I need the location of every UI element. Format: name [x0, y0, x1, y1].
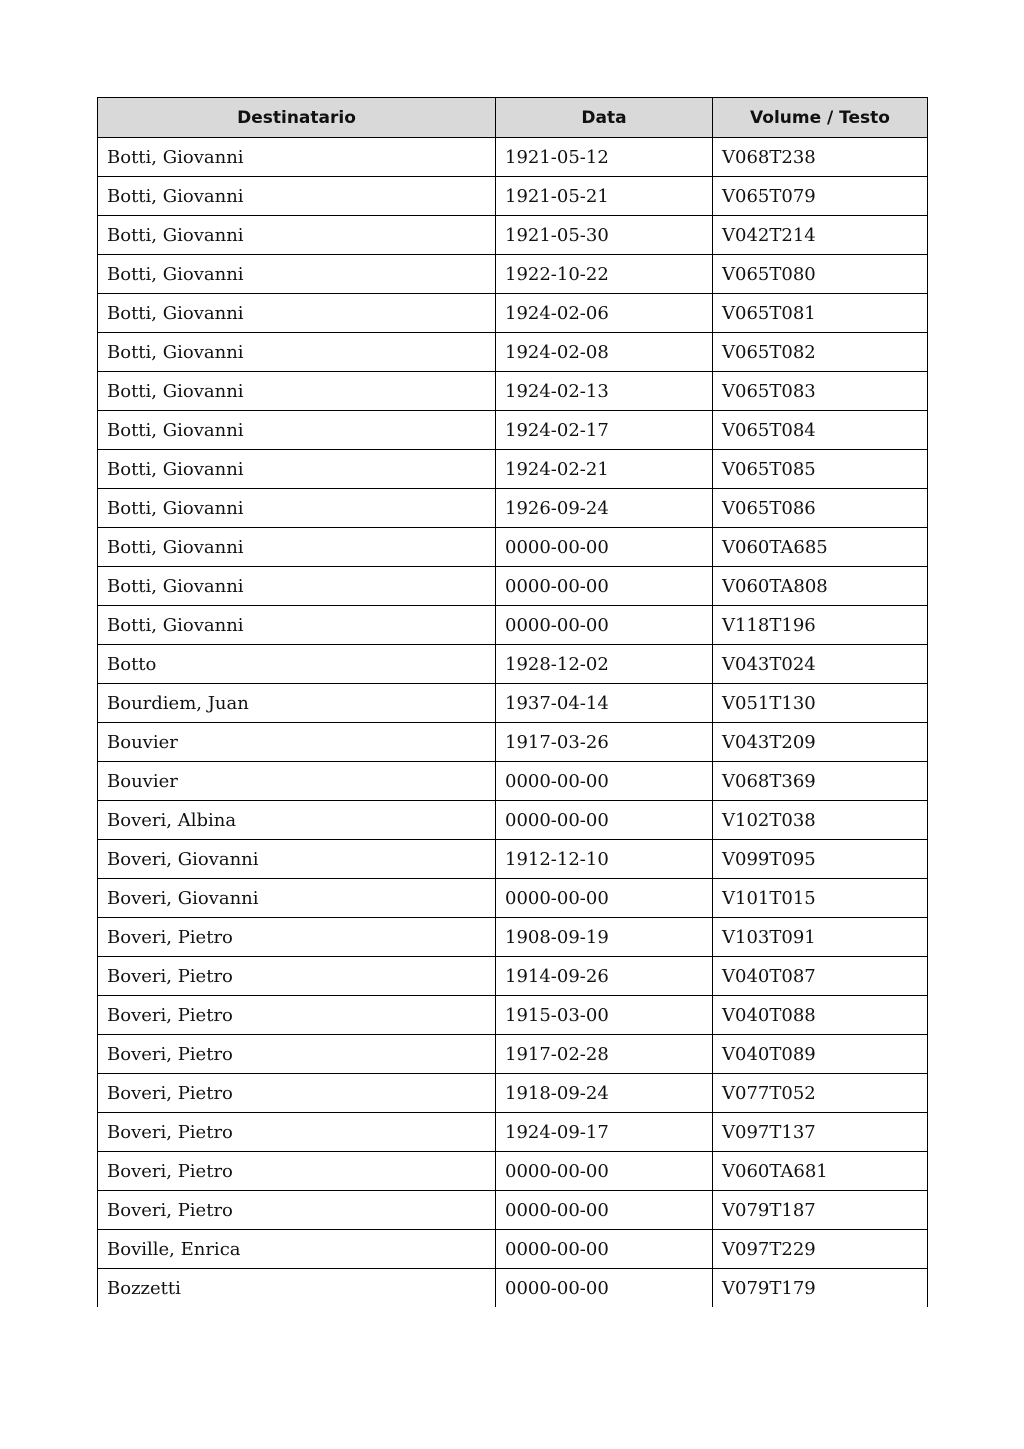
table-row: [98, 294, 928, 333]
cell-data: 1937-04-14: [496, 684, 713, 723]
cell-data: 0000-00-00: [496, 762, 713, 801]
cell-data: 1921-05-30: [496, 216, 713, 255]
cell-destinatario: Botti, Giovanni: [98, 606, 496, 645]
cell-data: 1924-02-06: [496, 294, 713, 333]
table-row: [98, 801, 928, 840]
cell-destinatario: Boveri, Pietro: [98, 1191, 496, 1230]
table-row: [98, 450, 928, 489]
cell-volume-testo: V065T082: [713, 333, 928, 372]
cell-volume-testo: V043T024: [713, 645, 928, 684]
table-row: [98, 1074, 928, 1113]
header-data: Data: [496, 98, 713, 138]
cell-volume-testo: V043T209: [713, 723, 928, 762]
cell-volume-testo: V065T084: [713, 411, 928, 450]
cell-data: 1917-02-28: [496, 1035, 713, 1074]
cell-data: 0000-00-00: [496, 528, 713, 567]
table-row: [98, 138, 928, 177]
cell-destinatario: Boveri, Pietro: [98, 996, 496, 1035]
header-destinatario: Destinatario: [98, 98, 496, 138]
table-row: [98, 1191, 928, 1230]
cell-destinatario: Bouvier: [98, 762, 496, 801]
cell-volume-testo: V103T091: [713, 918, 928, 957]
cell-data: 0000-00-00: [496, 567, 713, 606]
table-row: [98, 567, 928, 606]
cell-destinatario: Botti, Giovanni: [98, 489, 496, 528]
cell-data: 1912-12-10: [496, 840, 713, 879]
cell-data: 0000-00-00: [496, 606, 713, 645]
cell-volume-testo: V065T081: [713, 294, 928, 333]
table-row: [98, 1230, 928, 1269]
cell-destinatario: Botti, Giovanni: [98, 177, 496, 216]
cell-volume-testo: V051T130: [713, 684, 928, 723]
table-header: [98, 98, 928, 138]
cell-volume-testo: V079T179: [713, 1269, 928, 1308]
table-row: [98, 333, 928, 372]
cell-volume-testo: V097T229: [713, 1230, 928, 1269]
cell-destinatario: Botti, Giovanni: [98, 528, 496, 567]
cell-data: 1924-02-21: [496, 450, 713, 489]
cell-destinatario: Boveri, Pietro: [98, 1113, 496, 1152]
cell-volume-testo: V060TA808: [713, 567, 928, 606]
cell-destinatario: Botti, Giovanni: [98, 255, 496, 294]
cell-destinatario: Boveri, Pietro: [98, 1074, 496, 1113]
table-row: [98, 840, 928, 879]
cell-data: 1921-05-12: [496, 138, 713, 177]
cell-volume-testo: V040T089: [713, 1035, 928, 1074]
cell-volume-testo: V097T137: [713, 1113, 928, 1152]
table-row: [98, 606, 928, 645]
cell-data: 1914-09-26: [496, 957, 713, 996]
cell-volume-testo: V077T052: [713, 1074, 928, 1113]
cell-destinatario: Boveri, Pietro: [98, 1035, 496, 1074]
cell-destinatario: Boveri, Pietro: [98, 918, 496, 957]
cell-volume-testo: V040T088: [713, 996, 928, 1035]
cell-destinatario: Bouvier: [98, 723, 496, 762]
cell-volume-testo: V065T085: [713, 450, 928, 489]
table-row: [98, 1035, 928, 1074]
cell-data: 0000-00-00: [496, 801, 713, 840]
table-row: [98, 1269, 928, 1308]
table-row: [98, 528, 928, 567]
cell-data: 1922-10-22: [496, 255, 713, 294]
cell-volume-testo: V065T083: [713, 372, 928, 411]
cell-data: 1921-05-21: [496, 177, 713, 216]
table-body: [98, 138, 928, 1308]
cell-data: 1924-02-13: [496, 372, 713, 411]
cell-data: 1924-09-17: [496, 1113, 713, 1152]
cell-destinatario: Boveri, Giovanni: [98, 879, 496, 918]
cell-data: 0000-00-00: [496, 1191, 713, 1230]
cell-destinatario: Boveri, Giovanni: [98, 840, 496, 879]
cell-data: 0000-00-00: [496, 1152, 713, 1191]
cell-volume-testo: V060TA685: [713, 528, 928, 567]
cell-volume-testo: V101T015: [713, 879, 928, 918]
cell-volume-testo: V068T238: [713, 138, 928, 177]
cell-data: 0000-00-00: [496, 879, 713, 918]
table-row: [98, 996, 928, 1035]
table-row: [98, 684, 928, 723]
cell-destinatario: Bozzetti: [98, 1269, 496, 1308]
cell-destinatario: Botti, Giovanni: [98, 411, 496, 450]
cell-destinatario: Boville, Enrica: [98, 1230, 496, 1269]
table-row: [98, 762, 928, 801]
table-row: [98, 957, 928, 996]
cell-destinatario: Botti, Giovanni: [98, 294, 496, 333]
cell-destinatario: Bourdiem, Juan: [98, 684, 496, 723]
header-volume-testo: Volume / Testo: [713, 98, 928, 138]
cell-data: 0000-00-00: [496, 1230, 713, 1269]
cell-volume-testo: V065T079: [713, 177, 928, 216]
table-row: [98, 918, 928, 957]
cell-destinatario: Boveri, Albina: [98, 801, 496, 840]
cell-destinatario: Botti, Giovanni: [98, 333, 496, 372]
cell-data: 1915-03-00: [496, 996, 713, 1035]
cell-destinatario: Botti, Giovanni: [98, 216, 496, 255]
cell-destinatario: Botto: [98, 645, 496, 684]
cell-volume-testo: V060TA681: [713, 1152, 928, 1191]
table-row: [98, 411, 928, 450]
cell-volume-testo: V079T187: [713, 1191, 928, 1230]
cell-data: 1926-09-24: [496, 489, 713, 528]
cell-volume-testo: V065T086: [713, 489, 928, 528]
table-row: [98, 1113, 928, 1152]
cell-volume-testo: V040T087: [713, 957, 928, 996]
cell-volume-testo: V099T095: [713, 840, 928, 879]
cell-data: 1924-02-08: [496, 333, 713, 372]
cell-volume-testo: V042T214: [713, 216, 928, 255]
table-row: [98, 879, 928, 918]
cell-volume-testo: V102T038: [713, 801, 928, 840]
cell-destinatario: Botti, Giovanni: [98, 450, 496, 489]
table-row: [98, 489, 928, 528]
table-row: [98, 177, 928, 216]
table-row: [98, 216, 928, 255]
cell-destinatario: Botti, Giovanni: [98, 372, 496, 411]
cell-volume-testo: V065T080: [713, 255, 928, 294]
cell-volume-testo: V068T369: [713, 762, 928, 801]
cell-volume-testo: V118T196: [713, 606, 928, 645]
cell-data: 1917-03-26: [496, 723, 713, 762]
cell-destinatario: Botti, Giovanni: [98, 138, 496, 177]
cell-data: 1908-09-19: [496, 918, 713, 957]
cell-destinatario: Botti, Giovanni: [98, 567, 496, 606]
recipients-table: [97, 97, 928, 1307]
table-row: [98, 645, 928, 684]
cell-destinatario: Boveri, Pietro: [98, 957, 496, 996]
table-row: [98, 723, 928, 762]
cell-data: 1924-02-17: [496, 411, 713, 450]
header-row: [98, 98, 928, 138]
table-row: [98, 255, 928, 294]
table-row: [98, 1152, 928, 1191]
cell-data: 1918-09-24: [496, 1074, 713, 1113]
cell-destinatario: Boveri, Pietro: [98, 1152, 496, 1191]
cell-data: 0000-00-00: [496, 1269, 713, 1308]
cell-data: 1928-12-02: [496, 645, 713, 684]
table-row: [98, 372, 928, 411]
